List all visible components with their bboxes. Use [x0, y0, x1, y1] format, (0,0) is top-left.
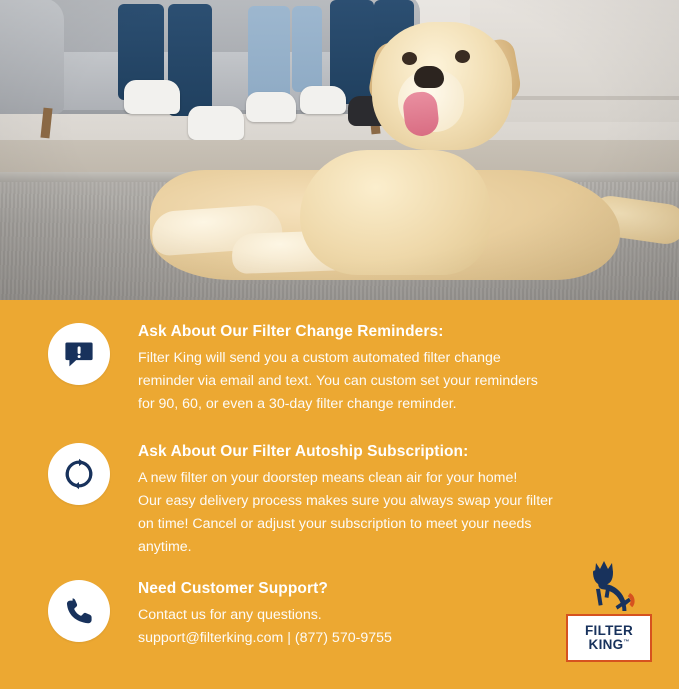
body-line: reminder via email and text. You can custom set your reminders — [138, 372, 538, 389]
body-line: for 90, 60, or even a 30-day filter change reminder. — [138, 395, 457, 412]
section-body — [138, 467, 553, 559]
body-line: A new filter on your doorstep means clean air for your home! — [138, 469, 518, 486]
section-customer-support — [48, 580, 392, 650]
section-filter-autoship-subscription — [48, 443, 553, 559]
body-line: Filter King will send you a custom automated filter change — [138, 349, 501, 366]
section-text — [138, 443, 553, 559]
contact-line[interactable]: support@filterking.com | (877) 570-9755 — [138, 629, 392, 646]
section-body — [138, 604, 392, 650]
logo-wordmark — [566, 614, 652, 662]
section-body — [138, 347, 538, 416]
body-line: Our easy delivery process makes sure you always swap your filter — [138, 492, 553, 509]
section-text — [138, 323, 538, 416]
body-line: Contact us for any questions. — [138, 606, 322, 623]
hero-photo — [0, 0, 679, 300]
logo-word-filter: FILTER — [584, 622, 634, 638]
trademark-symbol: ™ — [623, 639, 630, 646]
section-filter-change-reminders — [48, 323, 538, 416]
photo-vignette — [0, 0, 679, 300]
section-headline: Need Customer Support? — [138, 580, 328, 597]
brand-logo — [566, 560, 654, 672]
logo-word-king — [589, 638, 630, 652]
phone-handset-icon — [48, 580, 110, 642]
section-headline: Ask About Our Filter Autoship Subscription: — [138, 443, 469, 460]
section-headline: Ask About Our Filter Change Reminders: — [138, 323, 444, 340]
body-line: anytime. — [138, 538, 192, 555]
info-panel — [0, 300, 679, 689]
logo-king-text: KING — [588, 637, 624, 652]
body-line: on time! Cancel or adjust your subscription to meet your needs — [138, 515, 532, 532]
section-text — [138, 580, 392, 650]
refresh-cycle-icon — [48, 443, 110, 505]
speech-bubble-alert-icon — [48, 323, 110, 385]
